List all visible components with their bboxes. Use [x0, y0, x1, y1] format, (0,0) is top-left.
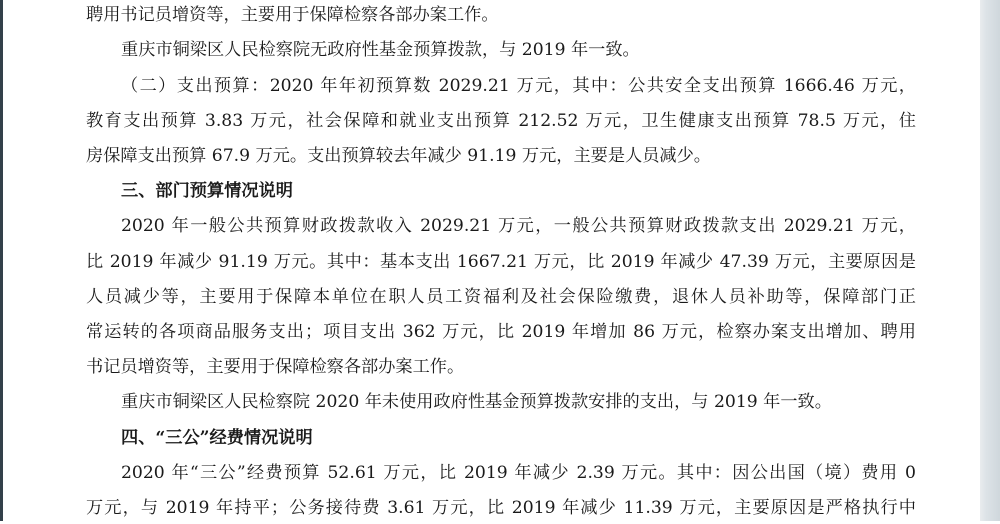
paragraph-line: 重庆市铜梁区人民检察院无政府性基金预算拨款，与 2019 年一致。 — [121, 40, 640, 60]
paragraph-line: 2020 年一般公共预算财政拨款收入 2029.21 万元，一般公共预算财政拨款支出 2029.21 万元， — [121, 216, 916, 236]
window-right-edge — [980, 0, 1000, 521]
paragraph-line: 万元，与 2019 年持平；公务接待费 3.61 万元，比 2019 年减少 11.39 万元，主要原因是严格执行中 — [86, 498, 916, 518]
paragraph-line: 2020 年“三公”经费预算 52.61 万元，比 2019 年减少 2.39 万元。其中：因公出国（境）费用 0 — [121, 463, 916, 483]
paragraph-line: 常运转的各项商品服务支出；项目支出 362 万元，比 2019 年增加 86 万元，检察办案支出增加、聘用 — [86, 322, 916, 342]
window-left-edge — [0, 0, 3, 521]
paragraph-line: （二）支出预算：2020 年年初预算数 2029.21 万元，其中：公共安全支出预算 1666.46 万元， — [121, 76, 916, 96]
paragraph-line: 聘用书记员增资等，主要用于保障检察各部办案工作。 — [86, 5, 499, 25]
section-heading: 四、“三公”经费情况说明 — [121, 428, 313, 448]
paragraph-line: 重庆市铜梁区人民检察院 2020 年未使用政府性基金预算拨款安排的支出，与 2019 年一致。 — [121, 392, 832, 412]
section-heading: 三、部门预算情况说明 — [121, 181, 293, 201]
paragraph-line: 房保障支出预算 67.9 万元。支出预算较去年减少 91.19 万元，主要是人员减少。 — [86, 146, 711, 166]
paragraph-line: 比 2019 年减少 91.19 万元。其中：基本支出 1667.21 万元，比 2019 年减少 47.39 万元，主要原因是 — [86, 252, 916, 272]
paragraph-line: 书记员增资等，主要用于保障检察各部办案工作。 — [86, 357, 465, 377]
paragraph-line: 教育支出预算 3.83 万元，社会保障和就业支出预算 212.52 万元，卫生健康支出预算 78.5 万元，住 — [86, 111, 916, 131]
paragraph-line: 人员减少等，主要用于保障本单位在职人员工资福利及社会保险缴费，退休人员补助等，保障部门正 — [86, 287, 916, 307]
